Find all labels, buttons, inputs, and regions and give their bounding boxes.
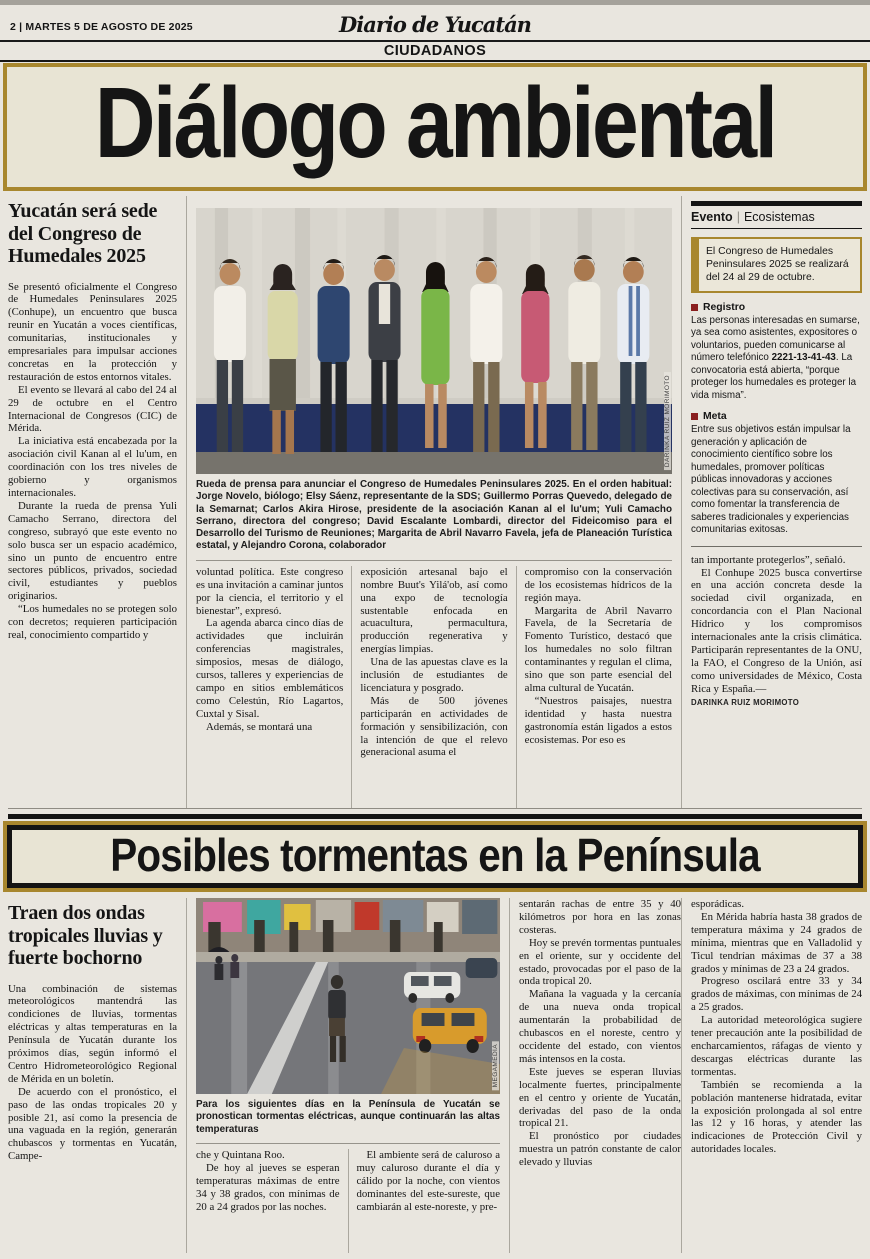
sidebar-highlight-box: El Congreso de Humedales Peninsulares 2025 se realizará del 24 al 29 de octubre. [691, 237, 862, 293]
body-paragraph: “Nuestros paisajes, nuestra identidad y hasta nuestra gastronomía están ligados a estos ecosistemas. Por eso es [524, 694, 672, 746]
article1-middle-columns [196, 566, 672, 808]
body-paragraph: El pronóstico por ciudades muestra un patrón constante de calor elevado y lluvias [519, 1130, 681, 1169]
article2-column-1 [8, 898, 187, 1253]
article1-column-1 [8, 196, 187, 808]
body-paragraph: voluntad política. Este congreso es una invitación a caminar juntos por la ciencia, el territorio y el bienestar”, expresó. [196, 565, 344, 617]
article-divider [8, 808, 862, 819]
press-conference-photo [196, 208, 672, 474]
sidebar-divider [691, 546, 862, 547]
street-rain-photo [196, 898, 500, 1094]
kicker-separator: | [736, 210, 740, 224]
sidebar-registro-title: Registro [691, 302, 862, 313]
newspaper-logo: Diario de Yucatán [339, 12, 531, 37]
section-title: CIUDADANOS [383, 43, 487, 59]
body-paragraph: En Mérida habría hasta 38 grados de temperatura máxima y 24 grados de mínima, mientras que en Valladolid y Ticul tendrían máximas de 37 a 38 grados y mínimas de 23 a 24 grados. [691, 910, 862, 975]
main-headline: Diálogo ambiental [94, 67, 776, 179]
body-paragraph: Durante la rueda de prensa Yuli Camacho Serrano, directora del congreso, subrayó que este evento no solo busca ser un espacio académico, sino un punto de encuentro entre sectores públicos, privados, sociedad civil, estudiantes y pueblos originarios. [8, 499, 177, 603]
headline-top-rule [0, 60, 870, 62]
article2-column-5 [681, 898, 862, 1253]
body-paragraph: esporádicas. [691, 898, 745, 910]
body-paragraph: Progreso oscilará entre 33 y 34 grados de máximas, con mínimas de 24 a 25 grados. [691, 975, 862, 1014]
article-humedales [8, 196, 862, 808]
bullet-square-icon [691, 304, 698, 311]
article2-column-2 [196, 1149, 349, 1253]
body-paragraph: Se presentó oficialmente el Congreso de Humedales Peninsulares 2025 (Conhupe), un encuentro que busca reunir en Yucatán a voces científicas, comunitarias, institucionales y empresariales para impulsar acciones concretas en la protección y restauración de estos entornos vitales. [8, 280, 177, 383]
body-paragraph: che y Quintana Roo. [196, 1148, 285, 1161]
article2-column-4 [509, 898, 681, 1253]
article1-column-3 [352, 566, 516, 808]
article-tormentas [8, 898, 862, 1253]
street-rain-illustration [196, 898, 500, 1094]
body-paragraph: El evento se llevará al cabo del 24 al 29 de octubre en el Centro Internacional de Congresos (CIC) de Mérida. [8, 383, 177, 435]
article1-middle [187, 196, 681, 808]
body-paragraph: El ambiente será de caluroso a muy caluroso durante el día y cálido por la noche, con vientos dominantes del este-sureste, que cambiarán al este-noreste, y pre- [356, 1148, 500, 1213]
article2-subhead: Traen dos ondas tropicales lluvias y fuerte bochorno [8, 902, 163, 969]
page-top-strip [0, 0, 870, 5]
kicker-category: Evento [691, 210, 733, 224]
article2-column-3 [349, 1149, 501, 1253]
page-number-date: 2 | MARTES 5 DE AGOSTO DE 2025 [10, 21, 193, 33]
article1-column-4 [517, 566, 672, 808]
article2-middle-columns [196, 1149, 500, 1253]
photo-credit-vertical: MEGAMEDIA [492, 1041, 499, 1090]
body-paragraph: La autoridad meteorológica sugiere tener precaución ante la posibilidad de encharcamientos, ráfagas de viento y descargas eléctricas durante las tormentas. [691, 1014, 862, 1078]
sidebar-meta-title: Meta [691, 411, 862, 422]
second-headline-box [3, 821, 867, 892]
body-paragraph: Más de 500 jóvenes participarán en actividades de formación y sensibilización, con la intención de que el relevo generacional asuma el [360, 694, 508, 759]
body-paragraph: Una combinación de sistemas meteorológicos mantendrá las condiciones de lluvias, tormentas eléctricas y altas temperaturas en la Península de Yucatán durante los próximos días, según informó el Centro Hidrometeorológico Regional de Mérida en un boletín. [8, 982, 177, 1085]
main-headline-box [3, 63, 867, 191]
body-paragraph: exposición artesanal bajo el nombre Buut's Yilá'ob, así como una expo de tecnología sustentable enfocada en acuacultura, permacultura, producción regenerativa y energías limpias. [360, 565, 508, 656]
body-paragraph: El Conhupe 2025 busca convertirse en una acción concreta desde la sociedad civil organizada, en concordancia con el Plan Nacional Hídrico y los compromisos internacionales ante la crisis climática. Participarán representantes de la ONU, la FAO, el Congreso de la Unión, así como universidades de México, Costa Rica y España.— [691, 566, 862, 695]
body-paragraph: compromiso con la conservación de los ecosistemas hídricos de la región maya. [524, 565, 672, 604]
body-paragraph: De hoy al jueves se esperan temperaturas máximas de entre 34 y 38 grados, con mínimas de 20 a 24 grados por las noches. [196, 1161, 340, 1213]
article1-photo-caption: Rueda de prensa para anunciar el Congreso de Humedales Peninsulares 2025. En el orden habitual: Jorge Novelo, biólogo; Elsy Sáenz, representante de la SDS; Guillermo Porras Quevedo, delegado de la Semarnat; Carlos Akira Hirose, presidente de la asociación Kanan al el lu'um; Yuli Camacho Serrano, directora del congreso; David Escalante Lombardi, director del Fideicomiso para el Desarrollo del Turismo de Reuniones; Margarita de Abril Navarro Favela, jefa de Planeación Turística estatal, y Alejandro Corona, colaborador [196, 474, 672, 561]
sidebar-kicker [691, 206, 862, 229]
body-paragraph: Margarita de Abril Navarro Favela, de la Secretaría de Fomento Turístico, destacó que los humedales no solo filtran contaminantes y regulan el clima, sino que son parte esencial del alma cultural de Yucatán. [524, 604, 672, 694]
article2-photo-caption: Para los siguientes días en la Península de Yucatán se pronostican tormentas eléctricas, aunque continuarán las altas temperaturas [196, 1094, 500, 1144]
masthead-rule [0, 40, 870, 42]
body-paragraph: La iniciativa está encabezada por la asociación civil Kanan al el lu'um, en coordinación con los tres niveles de gobierno y organismos internacionales. [8, 435, 177, 499]
article1-byline: DARINKA RUIZ MORIMOTO [691, 697, 800, 707]
event-sidebar [681, 196, 862, 808]
body-paragraph: Además, se montará una [206, 720, 313, 733]
body-paragraph: “Los humedales no se protegen solo con decretos; requieren participación real, conocimiento compartido y [8, 603, 177, 641]
press-conference-illustration [196, 208, 672, 474]
sidebar-registro-text: Las personas interesadas en sumarse, ya sea como asistentes, expositores o voluntarios, pueden comunicarse al número telefónico 2221-13-41-43. La convocatoria está abierta, “porque proteger los humedales es proteger la vida misma”. [691, 314, 860, 401]
dark-car [466, 958, 498, 978]
phone-number: 2221-13-41-43 [771, 352, 836, 364]
body-paragraph: tan importante protegerlos”, señaló. [691, 553, 846, 566]
article2-middle [187, 898, 509, 1253]
body-paragraph: La agenda abarca cinco días de actividades que incluirán conferencias magistrales, simposios, mesas de diálogo, cursos, talleres y experiencias de campo en sitios emblemáticos como Celestún, Río Lagartos, Cuxtal y Sisal. [196, 617, 344, 720]
body-paragraph: También se recomienda a la población mantenerse hidratada, evitar la exposición prolongada al sol entre las 12 y 16 horas, y atender las indicaciones de Protección Civil y autoridades locales. [691, 1078, 862, 1156]
kicker-topic: Ecosistemas [743, 210, 815, 224]
photo-credit-vertical: DARINKA RUIZ MORIMOTO [664, 372, 671, 470]
body-paragraph: sentarán rachas de entre 35 y 40 kilómetros por hora en las zonas costeras. [519, 898, 681, 936]
body-paragraph: Hoy se prevén tormentas puntuales en el oriente, sur y occidente del estado, provocadas por el paso de la onda tropical 20. [519, 936, 681, 988]
body-paragraph: De acuerdo con el pronóstico, el paso de las ondas tropicales 20 y posible 21, así como la presencia de una vaguada en la región, generarán chubascos y tormentas en Yucatán, Campe- [8, 1085, 177, 1163]
body-paragraph: Mañana la vaguada y la cercanía de una nueva onda tropical aumentarán la probabilidad de chubascos en el noreste, centro y occidente del estado, con vientos más intensos en la costa. [519, 988, 681, 1065]
body-paragraph: Una de las apuestas clave es la inclusión de estudiantes de licenciatura y posgrado. [360, 656, 508, 694]
bullet-square-icon [691, 413, 698, 420]
article1-column-2 [196, 566, 352, 808]
sidebar-meta-text: Entre sus objetivos están impulsar la generación y aplicación de conocimiento científico sobre los humedales, promover políticas públicas innovadoras y acciones colectivas para su conservación, así como fomentar la transferencia de saberes tradicionales y experiencias comunitarias exitosas. [691, 424, 851, 536]
second-headline: Posibles tormentas en la Península [110, 828, 760, 881]
body-paragraph: Este jueves se esperan lluvias localmente fuertes, principalmente en el centro y oriente de Yucatán, derivadas del paso de la onda tropical 21. [519, 1065, 681, 1130]
article1-subhead: Yucatán será sede del Congreso de Humedales 2025 [8, 200, 158, 267]
